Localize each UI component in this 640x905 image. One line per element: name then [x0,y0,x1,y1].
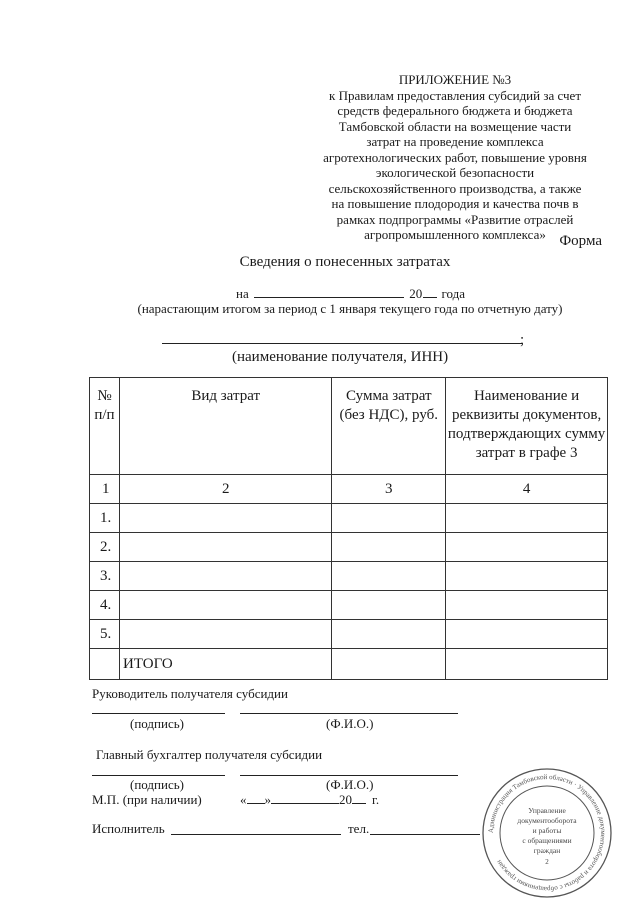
column-number: 3 [332,475,446,504]
cost-sum-cell[interactable] [332,504,446,533]
period-note: (нарастающим итогом за период с 1 января текущего года по отчетную дату) [137,301,563,316]
table-row [90,533,608,562]
head-fio-label: (Ф.И.О.) [326,716,374,731]
cost-type-cell[interactable] [119,591,331,620]
table-header-row [90,378,608,475]
official-stamp [480,766,614,900]
executor-label: Исполнитель [92,821,165,836]
column-number: 1 [90,475,120,504]
appendix-line: затрат на проведение комплекса [366,134,544,149]
accountant-signature-blank[interactable] [92,775,225,776]
accountant-sign-label: (подпись) [130,777,184,792]
date-line [240,792,379,808]
form-label: Форма [559,233,602,249]
period-line [236,286,465,302]
appendix-line: к Правилам предоставления субсидий за счет [329,87,581,103]
appendix-line: агропромышленного комплекса» [364,227,546,242]
documents-cell[interactable] [446,591,608,620]
total-documents-cell[interactable] [446,649,608,680]
cost-sum-cell[interactable] [332,620,446,649]
recipient-name-blank[interactable] [162,343,522,344]
cost-sum-cell[interactable] [332,591,446,620]
appendix-line: экологической безопасности [375,165,535,180]
table-row [90,620,608,649]
stamp-place-label: М.П. (при наличии) [92,792,202,807]
date-suffix: г. [372,792,380,807]
phone-label: тел. [348,821,370,836]
header-cost-sum: Сумма затрат (без НДС), руб. [332,378,446,475]
date-open-quote: « [240,792,247,807]
date-close-quote: » [264,792,271,807]
documents-cell[interactable] [446,562,608,591]
stamp-line: граждан [533,846,561,855]
cost-type-cell[interactable] [119,562,331,591]
stamp-line: с обращениями [522,836,572,845]
accountant-fio-blank[interactable] [240,775,458,776]
total-row [90,649,608,680]
header-cost-type: Вид затрат [119,378,331,475]
appendix-line: на повышение плодородия и качества почв в [331,196,579,211]
costs-table [89,377,608,680]
head-sign-label: (подпись) [130,716,184,731]
stamp-line: документооборота [517,816,577,825]
date-day-blank[interactable] [247,792,265,804]
appendix-line: агротехнологических работ, повышение уровня [323,149,587,165]
date-month-blank[interactable] [271,792,339,804]
table-row [90,504,608,533]
stamp-line: и работы [532,826,562,835]
column-number: 4 [446,475,608,504]
appendix-line: Тамбовской области на возмещение части [338,118,572,134]
appendix-line: сельскохозяйственного производства, а также [328,180,582,196]
documents-cell[interactable] [446,504,608,533]
row-number: 2. [90,533,120,562]
header-documents: Наименование и реквизиты документов, подтверждающих сумму затрат в графе 3 [446,378,608,475]
period-year-blank[interactable] [423,286,437,298]
cost-type-cell[interactable] [119,533,331,562]
head-title: Руководитель получателя субсидии [92,686,288,701]
total-sum-cell[interactable] [332,649,446,680]
accountant-fio-label: (Ф.И.О.) [326,777,374,792]
total-number-cell [90,649,120,680]
cost-sum-cell[interactable] [332,562,446,591]
document-title: Сведения о понесенных затратах [239,254,451,270]
appendix-header [300,72,610,243]
cost-type-cell[interactable] [119,504,331,533]
recipient-note: (наименование получателя, ИНН) [232,349,449,365]
stamp-line: Управление [528,806,566,815]
total-label: ИТОГО [119,649,331,680]
period-date-blank[interactable] [254,286,404,298]
accountant-title: Главный бухгалтер получателя субсидии [96,747,323,762]
column-number-row [90,475,608,504]
phone-blank[interactable] [370,834,480,835]
header-number: № п/п [90,378,120,475]
column-number: 2 [119,475,331,504]
stamp-number: 2 [545,858,549,866]
appendix-line: средств федерального бюджета и бюджета [337,103,573,118]
recipient-semicolon: ; [520,332,525,348]
stamp-outer-text: Администрация Тамбовской области · Управление документооборота и работы с обращениями граждан [486,772,608,894]
cost-type-cell[interactable] [119,620,331,649]
head-signature-blank[interactable] [92,713,225,714]
row-number: 1. [90,504,120,533]
head-fio-blank[interactable] [240,713,458,714]
date-year-prefix: 20 [339,792,352,807]
period-year-prefix: 20 [409,286,423,301]
row-number: 3. [90,562,120,591]
cost-sum-cell[interactable] [332,533,446,562]
documents-cell[interactable] [446,533,608,562]
row-number: 5. [90,620,120,649]
executor-blank[interactable] [171,834,341,835]
appendix-line: ПРИЛОЖЕНИЕ №3 [398,72,512,87]
table-row [90,591,608,620]
appendix-line: рамках подпрограммы «Развитие отраслей [336,211,574,227]
period-prefix: на [236,286,249,301]
table-row [90,562,608,591]
row-number: 4. [90,591,120,620]
date-year-blank[interactable] [352,792,366,804]
documents-cell[interactable] [446,620,608,649]
period-suffix: года [441,286,466,301]
